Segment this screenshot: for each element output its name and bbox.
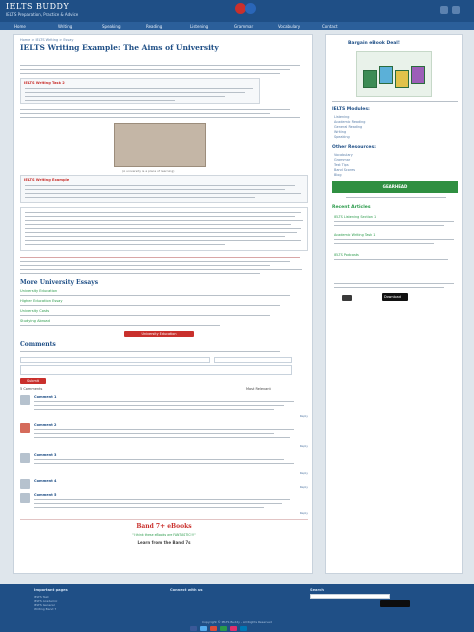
recent-link[interactable]: IELTS Podcasts [334, 253, 359, 257]
back-to-top-button[interactable]: University Education [124, 331, 194, 337]
text-line [20, 69, 290, 70]
footer-search-input[interactable] [310, 594, 390, 599]
sidebar-link[interactable]: General Reading [334, 125, 363, 129]
certificate-banner[interactable] [332, 181, 458, 193]
nav-item[interactable]: Grammar [234, 23, 254, 29]
text-line [34, 459, 284, 460]
footer-link[interactable]: Writing Band 7 [34, 607, 57, 611]
example-box [20, 175, 308, 203]
text-line [25, 232, 297, 233]
comment-item [20, 423, 308, 449]
footer-heading: Connect with us [170, 588, 203, 592]
text-line [20, 305, 280, 306]
footer-heading: Important pages [34, 588, 68, 592]
text-line [334, 287, 444, 288]
text-line [334, 225, 444, 226]
comment-email-input[interactable] [214, 357, 292, 363]
text-line [334, 239, 454, 240]
text-line [34, 433, 274, 434]
text-line [346, 197, 446, 198]
comment-item [20, 453, 308, 477]
ebook-cover [363, 70, 377, 88]
nav-item[interactable]: Listening [190, 23, 209, 29]
sidebar-link[interactable]: Band Scores [334, 168, 356, 172]
banner-title: Band 7+ eBooks [136, 523, 192, 530]
us-flag-icon [245, 3, 256, 14]
phone-icon [342, 295, 352, 301]
comments-title: Comments [20, 341, 56, 348]
banner-tagline: Learn from the Band 7s [137, 540, 191, 545]
comment-author[interactable]: Comment 5 [34, 493, 57, 497]
ebook-bundle-image[interactable] [356, 51, 432, 97]
sidebar-link[interactable]: Grammar [334, 158, 351, 162]
reply-link[interactable]: Reply [299, 414, 308, 418]
comment-name-input[interactable] [20, 357, 210, 363]
text-line [20, 269, 302, 270]
nav-item[interactable]: Writing [58, 23, 73, 29]
breadcrumb[interactable]: Home > IELTS Writing > Essay [20, 38, 74, 42]
sidebar-link[interactable]: Listening [334, 115, 350, 119]
text-line [20, 261, 290, 262]
comment-textarea[interactable] [20, 365, 292, 375]
text-line [25, 212, 301, 213]
text-line [334, 259, 448, 260]
text-line [25, 220, 303, 221]
text-line [20, 113, 270, 114]
text-line [334, 283, 454, 284]
sidebar-link[interactable]: Vocabulary [334, 153, 353, 157]
text-line [334, 221, 454, 222]
nav-item[interactable]: Reading [146, 23, 163, 29]
text-line [34, 463, 294, 464]
google-icon[interactable] [210, 626, 217, 631]
avatar [20, 395, 30, 405]
comment-author[interactable]: Comment 2 [34, 423, 57, 427]
comment-item [20, 395, 308, 419]
app-store-label: Download [384, 295, 401, 299]
text-line [20, 109, 290, 110]
ebook-cover [379, 66, 393, 84]
text-line [20, 351, 280, 352]
text-line [34, 405, 284, 406]
task-box-title: IELTS Writing Task 2 [24, 81, 65, 85]
text-line [20, 257, 300, 258]
text-line [25, 236, 285, 237]
sidebar-link[interactable]: Test Tips [334, 163, 349, 167]
ebook-heading: Bargain eBook Deal! [348, 41, 400, 46]
recent-heading: Recent Articles [332, 205, 371, 210]
example-box-title: IELTS Writing Example [24, 178, 70, 182]
text-line [34, 437, 290, 438]
text-line [25, 240, 301, 241]
sidebar-link[interactable]: Academic Reading [334, 120, 366, 124]
main-nav [0, 22, 474, 30]
comment-author[interactable]: Comment 1 [34, 395, 57, 399]
sort-select[interactable]: Most Relevant [246, 387, 271, 391]
text-line [334, 243, 434, 244]
article-column [13, 34, 313, 574]
ebook-cover [411, 66, 425, 84]
footer-heading: Search [310, 588, 324, 592]
text-line [25, 100, 175, 101]
avatar [20, 493, 30, 503]
text-line [25, 185, 295, 186]
nav-item[interactable]: Contact [322, 23, 338, 29]
text-line [34, 503, 282, 504]
footer-app-badge[interactable] [380, 600, 410, 607]
resources-heading: Other Resources: [332, 145, 376, 150]
ebook-cover [395, 70, 409, 88]
comment-author[interactable]: Comment 3 [34, 453, 57, 457]
instagram-icon[interactable] [230, 626, 237, 631]
text-line [34, 409, 274, 410]
footer-link[interactable]: IELTS Test [34, 595, 49, 599]
recent-link[interactable]: Academic Writing Task 1 [334, 233, 376, 237]
nav-item[interactable]: Vocabulary [278, 23, 301, 29]
certificate-label: GEARHEAD [382, 184, 408, 189]
text-line [25, 193, 301, 194]
reply-link[interactable]: Reply [299, 485, 308, 489]
footer-link[interactable]: IELTS General [34, 603, 55, 607]
task-box [20, 78, 260, 104]
menu-icon[interactable] [452, 6, 460, 14]
related-link[interactable]: Higher Education Essay [20, 299, 63, 303]
copyright: Copyright © IELTS Buddy - All Rights Reserved [202, 620, 272, 624]
text-line [34, 429, 294, 430]
text-line [20, 295, 290, 296]
text-line [34, 499, 290, 500]
footer-link[interactable]: IELTS Academic [34, 599, 58, 603]
text-line [25, 88, 253, 89]
text-line [20, 73, 280, 74]
text-line [20, 65, 300, 66]
site-logo[interactable]: IELTS BUDDY [6, 2, 70, 11]
comment-item [20, 493, 308, 517]
facebook-icon[interactable] [190, 626, 197, 631]
text-line [25, 189, 285, 190]
text-line [34, 507, 264, 508]
text-line [20, 265, 270, 266]
reply-link[interactable]: Reply [299, 511, 308, 515]
avatar [20, 453, 30, 463]
site-tagline: IELTS Preparation, Practice & Advice [6, 12, 79, 17]
text-line [20, 325, 220, 326]
sidebar-link[interactable]: Writing [334, 130, 347, 134]
ebook-banner[interactable] [20, 519, 308, 553]
text-line [332, 101, 458, 102]
text-line [25, 228, 301, 229]
flags-logo [235, 3, 257, 19]
related-link[interactable]: University Costs [20, 309, 50, 313]
linkedin-icon[interactable] [240, 626, 247, 631]
image-caption: (A university is a place of learning) [122, 169, 175, 173]
nav-item[interactable]: Home [14, 23, 26, 29]
site-footer [0, 584, 474, 632]
sidebar [325, 34, 463, 574]
modules-heading: IELTS Modules: [332, 107, 370, 112]
banner-subtitle: "I think these eBooks are FANTASTIC!!!" [132, 533, 196, 537]
comment-item [20, 479, 308, 491]
reply-link[interactable]: Reply [299, 471, 308, 475]
text-line [25, 224, 291, 225]
site-header [0, 0, 474, 22]
text-line [20, 315, 270, 316]
nav-item[interactable]: Speaking [102, 23, 121, 29]
text-line [25, 244, 225, 245]
sidebar-link[interactable]: Speaking [334, 135, 350, 139]
text-line [20, 273, 260, 274]
page-title: IELTS Writing Example: The Aims of University [20, 43, 219, 52]
recent-link[interactable]: IELTS Listening Section 1 [334, 215, 377, 219]
comment-author[interactable]: Comment 4 [34, 479, 57, 483]
whatsapp-icon[interactable] [220, 626, 227, 631]
section-title: More University Essays [20, 279, 99, 286]
text-line [25, 216, 295, 217]
search-icon[interactable] [440, 6, 448, 14]
avatar [20, 479, 30, 489]
avatar [20, 423, 30, 433]
text-line [20, 117, 300, 118]
reply-link[interactable]: Reply [299, 444, 308, 448]
text-line [25, 92, 245, 93]
text-line [34, 401, 294, 402]
related-link[interactable]: University Education [20, 289, 58, 293]
essay-body [20, 207, 308, 251]
sidebar-link[interactable]: Blog [334, 173, 342, 177]
submit-button[interactable]: Submit [20, 378, 46, 384]
related-link[interactable]: Studying Abroad [20, 319, 50, 323]
comment-count: 5 Comments [20, 387, 43, 391]
text-line [25, 197, 255, 198]
twitter-icon[interactable] [200, 626, 207, 631]
university-image [114, 123, 206, 167]
text-line [25, 96, 225, 97]
